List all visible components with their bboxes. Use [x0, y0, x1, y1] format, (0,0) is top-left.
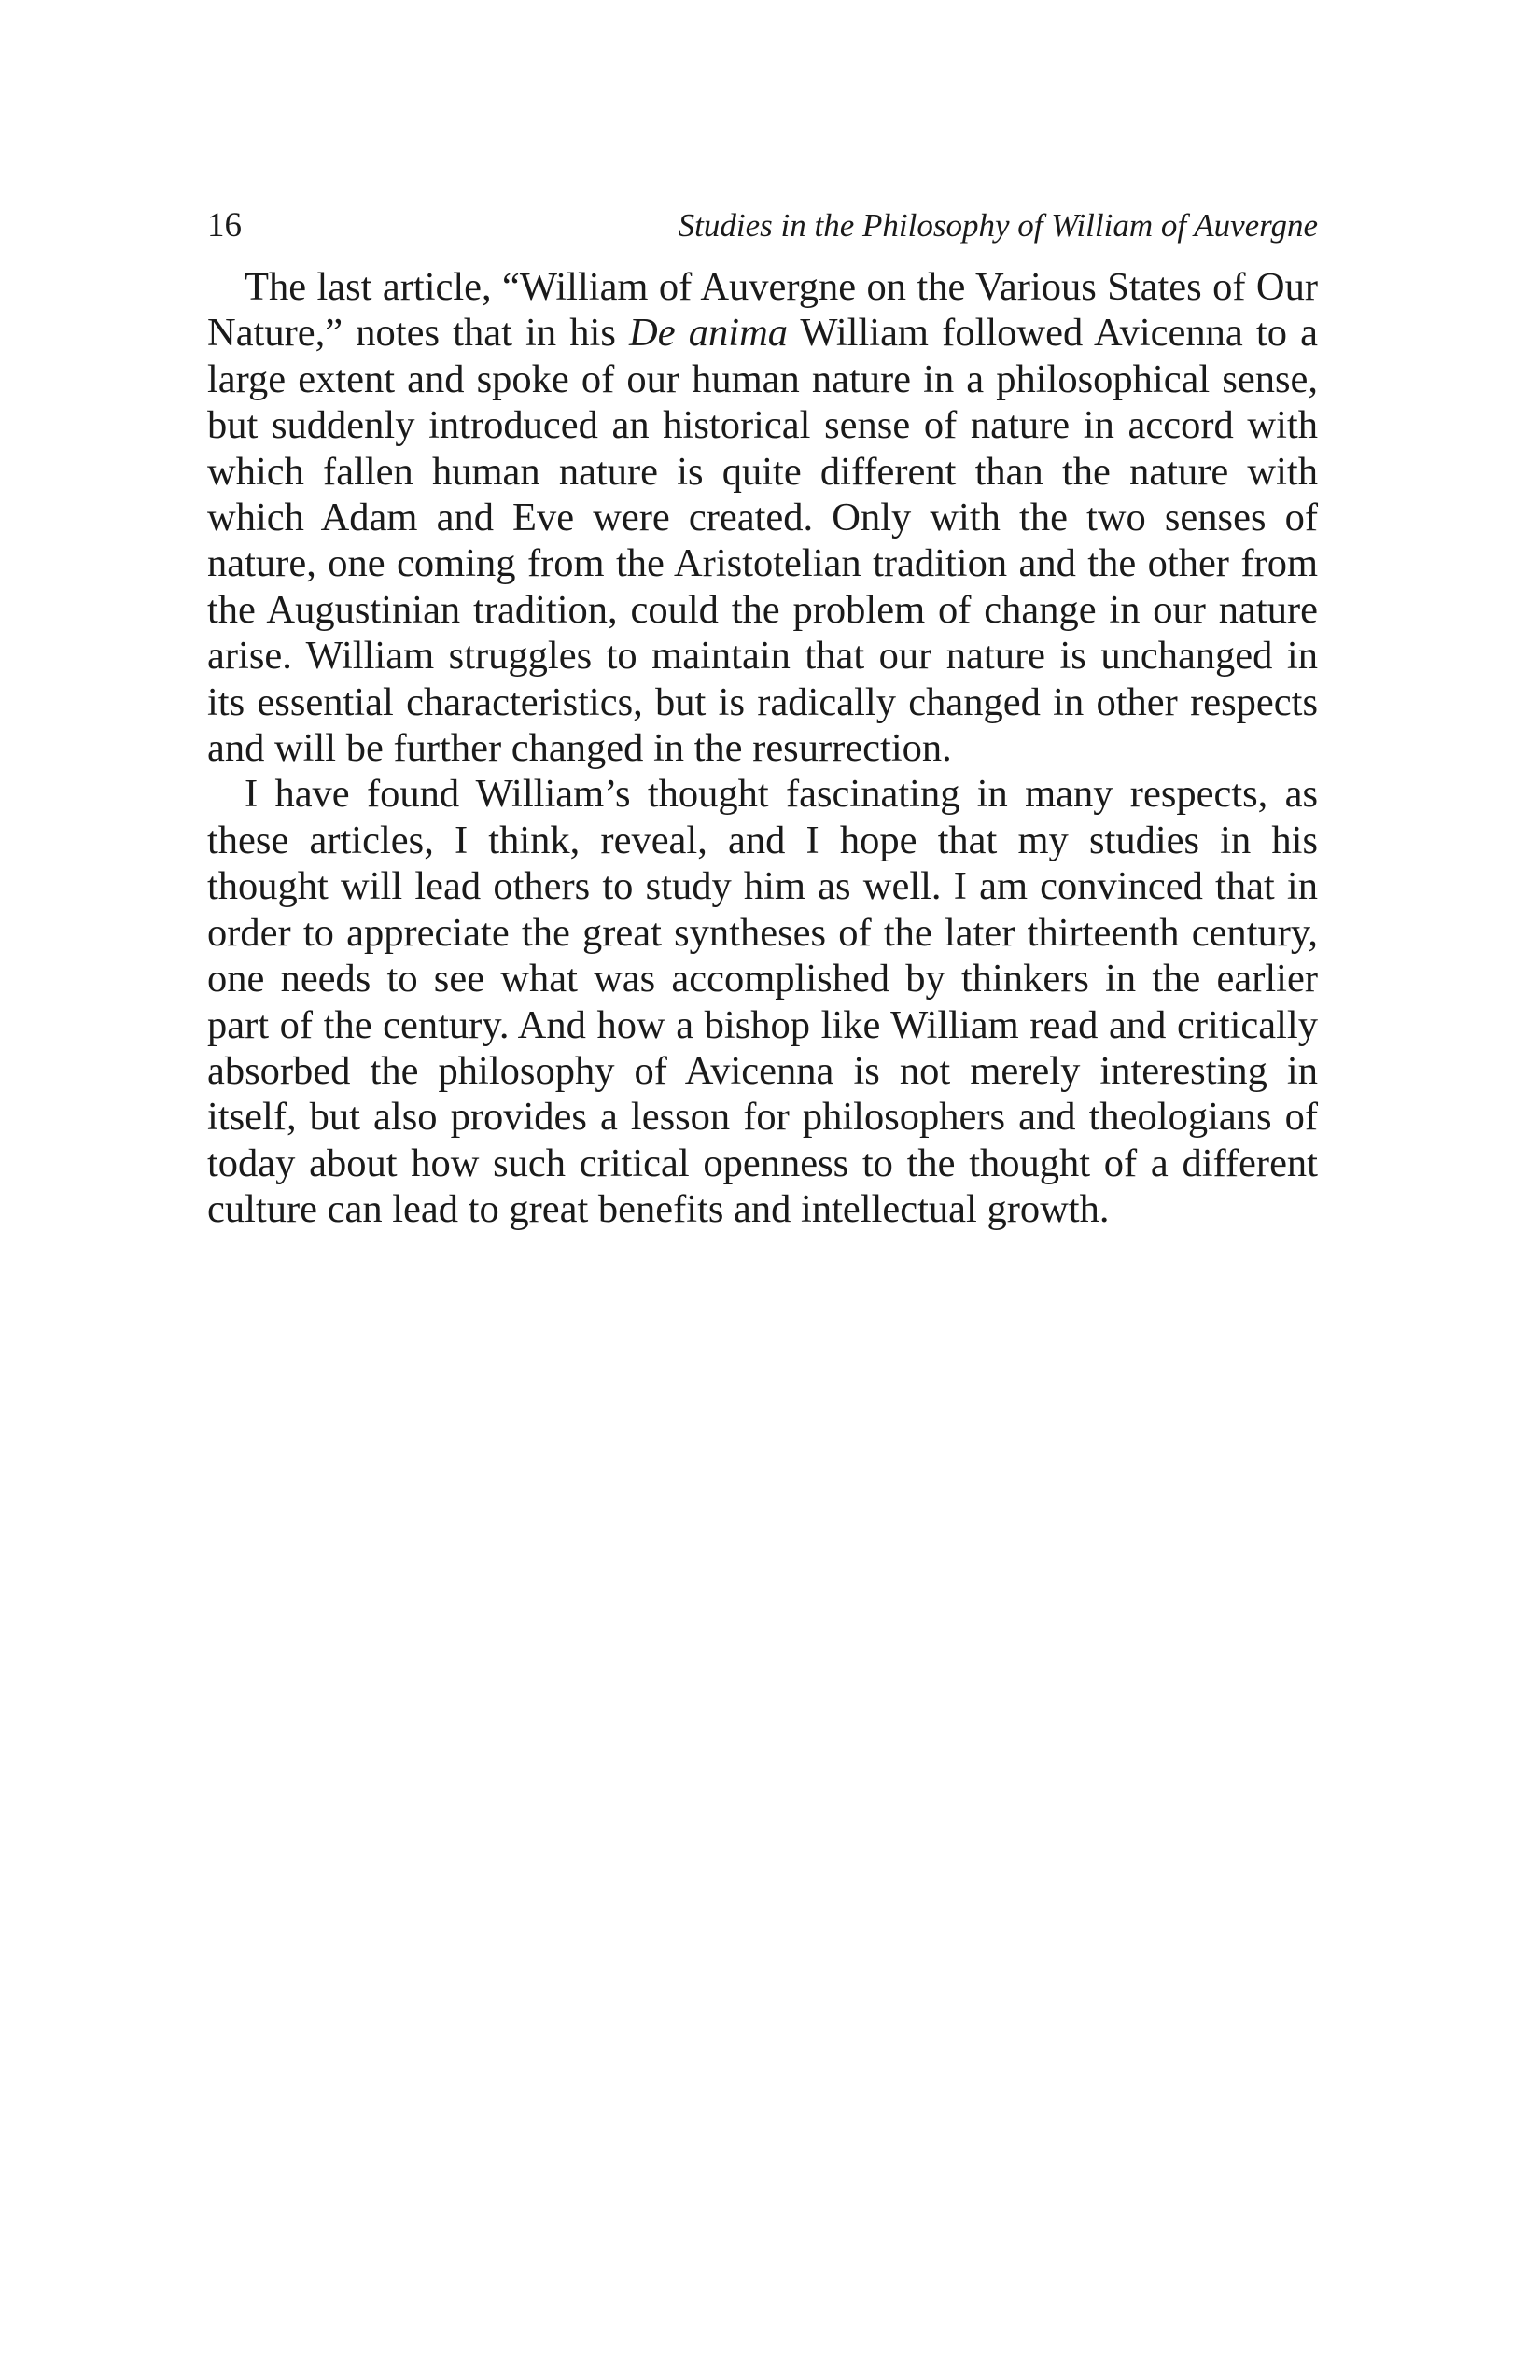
paragraph-1-part-1: The last article, “William of Auvergne on the Various States of Our Nature,” notes that in his — [207, 265, 1318, 356]
paragraph-2: I have found William’s thought fascinating in many respects, as these articles, I think, reveal, and I hope that my studies in his thought will lead others to study him as well. I am convinced that in order to appreciate the great syntheses of the later thirteenth century, one needs to see what was accomplished by thinkers in the earlier part of the century. And how a bishop like William read and critically absorbed the philosophy of Avicenna is not merely interesting in itself, but also provides a lesson for philosophers and theologians of today about how such critical openness to the thought of a different culture can lead to great benefits and intellectual growth. — [207, 772, 1318, 1232]
paragraph-1-part-2: William followed Avicenna to a large extent and spoke of our human nature in a philosophical sense, but suddenly introduced an historical sense of nature in accord with which fallen human nature is quite different than the nature with which Adam and Eve were created. Only with the two senses of nature, one coming from the Aristotelian tradition and the other from the Augustinian tradition, could the problem of change in our nature arise. William struggles to maintain that our nature is unchanged in its essential characteristics, but is radically changed in other respects and will be further changed in the resurrection. — [207, 311, 1318, 771]
book-title-de-anima: De anima — [629, 311, 789, 356]
paragraph-1 — [207, 264, 1318, 771]
running-title: Studies in the Philosophy of William of Auvergne — [678, 207, 1318, 244]
running-head — [207, 198, 1318, 254]
body-text — [207, 264, 1318, 1233]
page-number: 16 — [207, 206, 242, 245]
